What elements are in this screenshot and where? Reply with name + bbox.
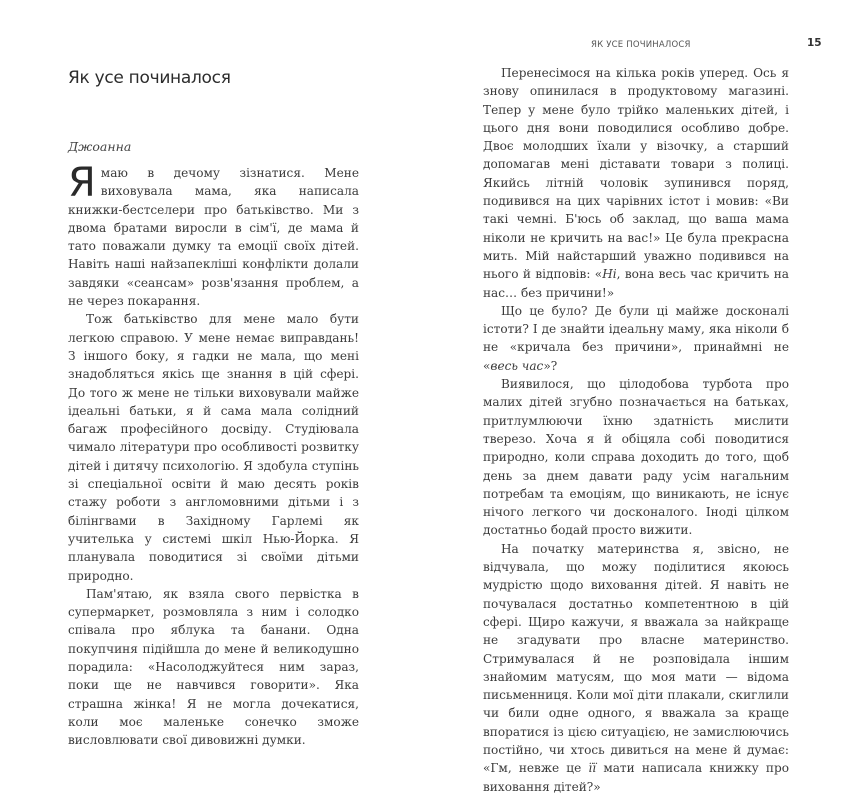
author-name: Джоанна	[68, 139, 132, 154]
paragraph: Перенесімося на кілька років уперед. Ось я знову опинилася в продуктовому магазині. Тепер у мене було трійко маленьких дітей, і цього дня вони поводилися особливо добре. Двоє молодших їхали у візочку, а старший допомагав мені діставати товари з полиці. Якийсь літній чоловік зупинився поряд, подивився на цих чарівних істот і мовив: «Ви такі чемні. Б'юсь об заклад, що ваша мама ніколи не кричить на вас!» Це була прекрасна мить. Мій найстарший уважно подивився на нього й відповів: «Ні, вона весь час кричить на нас… без причини!»	[483, 66, 789, 300]
right-page	[433, 0, 866, 794]
emphasis: весь час	[490, 358, 544, 373]
paragraph: Виявилося, що цілодобова турбота про малих дітей згубно позначається на батьках, притлумлюючи їхню здатність мислити тверезо. Хоча я й обіцяла собі поводитися природно, коли справа доходить до того, щоб день за днем давати раду усім нагальним потребам та емоціям, що виникають, не існує нічого легкого чи досконалого. Іноді цілком достатньо бодай просто вижити.	[483, 377, 789, 538]
paragraph: На початку материнства я, звісно, не відчувала, що можу поділитися якоюсь мудрістю щодо виховання дітей. Я навіть не почувалася достатньо компетентною в цій сфері. Щиро кажучи, я вважала за найкраще не згадувати про власне материнство. Стримувалася й не розповідала іншим знайомим матусям, що моя мати — відома письменниця. Коли мої діти плакали, скиглили чи били одне одного, я вважала за краще впоратися із цією ситуацією, не замислюючись постійно, чи хтось дивиться на мене й думає: «Гм, невже це її мати написала книжку про виховання дітей?»	[483, 541, 790, 794]
emphasis: Ні	[602, 267, 617, 282]
paragraph: Я маю в дечому зізнатися. Мене виховувала мама, яка написала книжки-бестселери про батьківство. Ми з двома братами виросли в сім'ї, де мама й тато поважали думку та емоції своїх дітей. Навіть наші найзапекліші конфлікти долали завдяки «сеансам» розв'язання проблем, а не через покарання.	[68, 160, 359, 309]
running-header: ЯК УСЕ ПОЧИНАЛОСЯ	[591, 40, 691, 50]
drop-cap: Я	[68, 160, 96, 206]
right-text-column	[483, 64, 789, 796]
paragraph: Що це було? Де були ці майже досконалі істоти? І де знайти ідеальну маму, яка ніколи б не «кричала без причини», принаймні не «весь час»?	[483, 303, 789, 373]
emphasis: її	[588, 761, 597, 776]
paragraph: Тож батьківство для мене мало бути легкою справою. У мене немає виправдань! З іншого боку, я гадки не мала, що мені знадобляться якісь ще знання в цій сфері. До того ж мене не тільки виховували майже ідеальні батьки, я й сама мала солідний багаж професійного досвіду. Студіювала чимало літератури про особливості розвитку дітей і дитячу психологію. Я здобула ступінь зі спеціальної освіти й маю десять років стажу роботи з англомовними дітьми і з білінгвами в Західному Гарлемі як учителька у системі шкіл Нью-Йорка. Я планувала поводитися зі своїми дітьми природно.	[68, 312, 359, 583]
page-number: 15	[807, 37, 822, 49]
left-page	[0, 0, 433, 748]
chapter-title: Як усе починалося	[68, 68, 231, 88]
paragraph: Пам'ятаю, як взяла свого первістка в супермаркет, розмовляла з ним і солодко співала про яблука та банани. Одна покупчиня підійшла до мене й великодушно порадила: «Насолоджуйтеся ним зараз, поки ще не навчився говорити». Яка страшна жінка! Я не могла дочекатися, коли моє маленьке сонечко зможе висловлювати свої дивовижні думки.	[68, 586, 359, 748]
left-text-column	[68, 160, 359, 750]
